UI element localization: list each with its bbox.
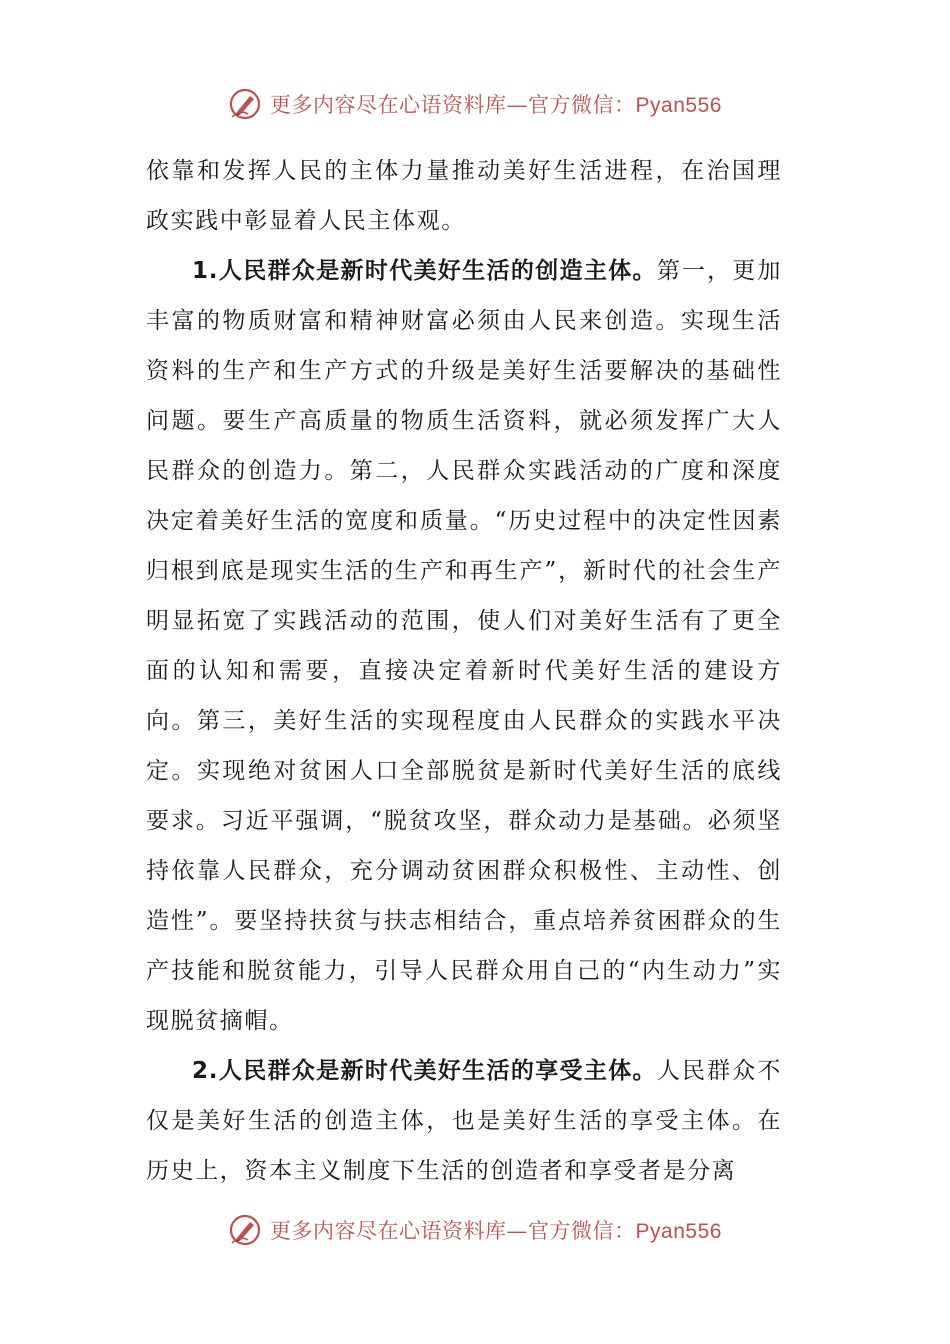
banner-slogan: 更多内容尽在心语资料库—官方微信：: [270, 93, 636, 117]
banner-wechat-id: Pyan556: [635, 94, 722, 117]
paragraph-body: 第一，更加丰富的物质财富和精神财富必须由人民来创造。实现生活资料的生产和生产方式的升级是美好生活要解决的基础性问题。要生产高质量的物质生活资料，就必须发挥广大人民群众的创造力。第二，人民群众实践活动的广度和深度决定着美好生活的宽度和质量。“历史过程中的决定性因素归根到底是现实生活的生产和再生产”，新时代的社会生产明显拓宽了实践活动的范围，使人们对美好生活有了更全面的认知和需要，直接决定着新时代美好生活的建设方向。第三，美好生活的实现程度由人民群众的实践水平决定。实现绝对贫困人口全部脱贫是新时代美好生活的底线要求。习近平强调，“脱贫攻坚，群众动力是基础。必须坚持依靠人民群众，充分调动贫困群众积极性、主动性、创造性”。要坚持扶贫与扶志相结合，重点培养贫困群众的生产技能和脱贫能力，引导人民群众用自己的“内生动力”实现脱贫摘帽。: [146, 258, 783, 1034]
paragraph-section-1: [146, 246, 782, 1046]
pen-logo-icon: [228, 1213, 262, 1247]
section-heading: 1.人民群众是新时代美好生活的创造主体。: [192, 258, 657, 284]
pen-logo-icon: [228, 87, 262, 121]
document-body: [146, 146, 782, 1196]
paragraph-body: 人民群众不仅是美好生活的创造主体，也是美好生活的享受主体。在历史上，资本主义制度下生活的创造者和享受者是分离: [146, 1058, 783, 1184]
paragraph-body: 依靠和发挥人民的主体力量推动美好生活进程，在治国理政实践中彰显着人民主体观。: [146, 158, 782, 234]
banner-text: [270, 89, 722, 119]
banner-slogan: 更多内容尽在心语资料库—官方微信：: [270, 1219, 636, 1243]
paragraph-intro: [146, 146, 782, 246]
paragraph-section-2: [146, 1046, 782, 1196]
section-heading: 2.人民群众是新时代美好生活的享受主体。: [192, 1058, 657, 1084]
footer-banner: [0, 1210, 950, 1250]
banner-text: [270, 1215, 722, 1245]
banner-wechat-id: Pyan556: [635, 1220, 722, 1243]
header-banner: [0, 84, 950, 124]
